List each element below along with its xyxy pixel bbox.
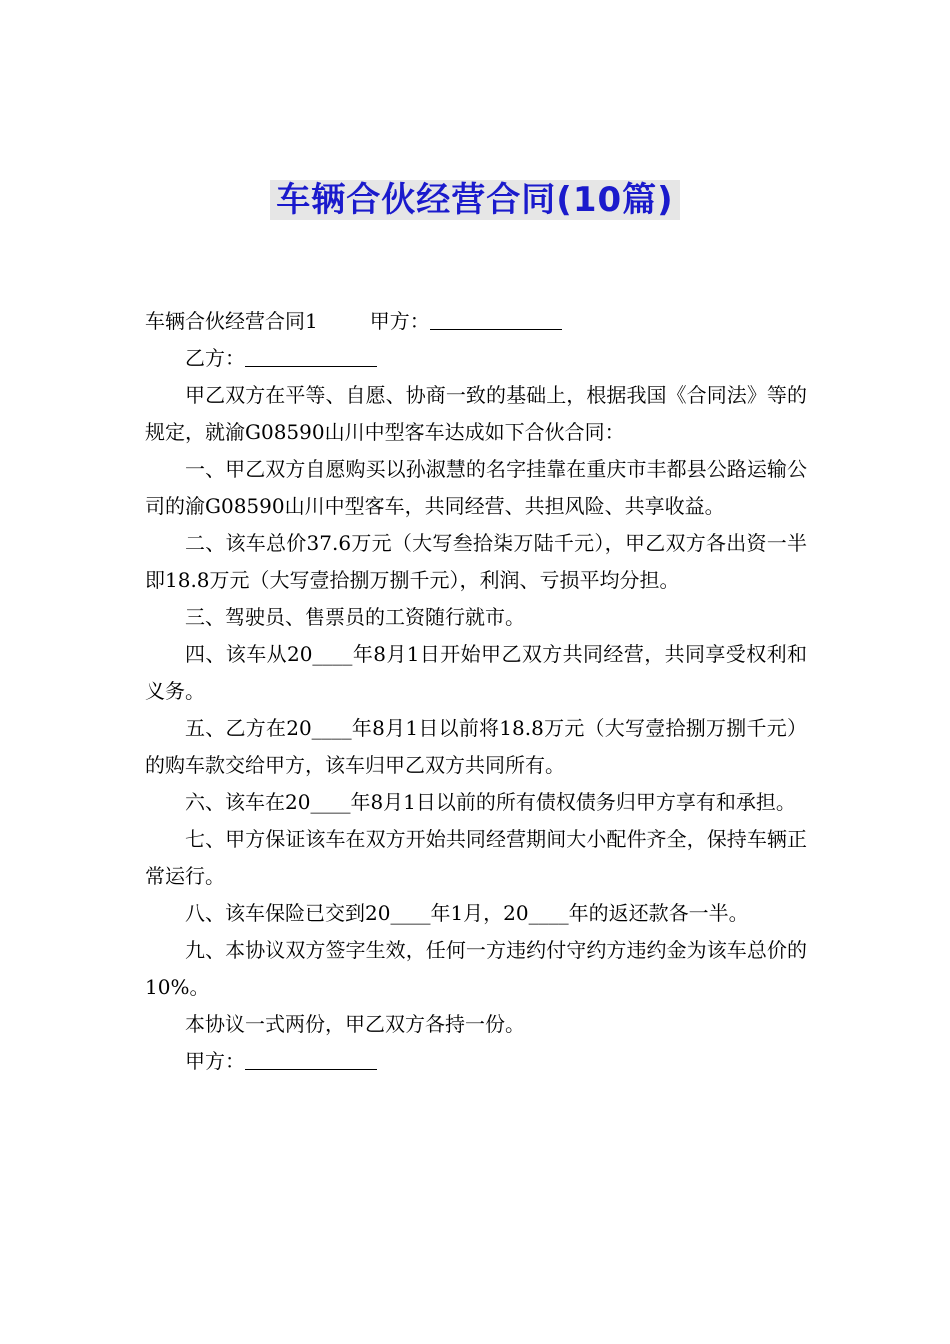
clause-5: 五、乙方在20____年8月1日以前将18.8万元（大写壹拾捌万捌千元）的购车款交给甲方，该车归甲乙双方共同所有。 bbox=[145, 716, 807, 777]
clause-9: 九、本协议双方签字生效，任何一方违约付守约方违约金为该车总价的10%。 bbox=[145, 938, 807, 999]
paragraph: 甲乙双方在平等、自愿、协商一致的基础上，根据我国《合同法》等的规定，就渝G08590山川中型客车达成如下合伙合同： bbox=[145, 383, 807, 444]
clause-2: 二、该车总价37.6万元（大写叁拾柒万陆千元），甲乙双方各出资一半即18.8万元（大写壹拾捌万捌千元），利润、亏损平均分担。 bbox=[145, 531, 807, 592]
copies-note: 本协议一式两份，甲乙双方各持一份。 bbox=[185, 1012, 525, 1036]
party-b-blank bbox=[245, 346, 377, 367]
party-b-label: 乙方： bbox=[185, 346, 245, 370]
clause-1: 一、甲乙双方自愿购买以孙淑慧的名字挂靠在重庆市丰都县公路运输公司的渝G08590山川中型客车，共同经营、共担风险、共享收益。 bbox=[145, 457, 807, 518]
heading-line bbox=[145, 303, 807, 340]
clause-6: 六、该车在20____年8月1日以前的所有债权债务归甲方享有和承担。 bbox=[185, 790, 796, 814]
clause-8: 八、该车保险已交到20____年1月，20____年的返还款各一半。 bbox=[185, 901, 749, 925]
signature-blank bbox=[245, 1049, 377, 1070]
clause-4: 四、该车从20____年8月1日开始甲乙双方共同经营，共同享受权利和义务。 bbox=[145, 642, 807, 703]
document-title-text: 车辆合伙经营合同(10篇) bbox=[270, 180, 679, 220]
contract-heading: 车辆合伙经营合同1 bbox=[145, 309, 318, 333]
party-b-line bbox=[145, 340, 807, 377]
party-a-label: 甲方： bbox=[369, 309, 430, 333]
clause-7: 七、甲方保证该车在双方开始共同经营期间大小配件齐全，保持车辆正常运行。 bbox=[145, 827, 807, 888]
signature-line bbox=[145, 1043, 807, 1080]
clause-3: 三、驾驶员、售票员的工资随行就市。 bbox=[185, 605, 525, 629]
party-a-blank bbox=[430, 309, 562, 330]
signature-party-a-label: 甲方： bbox=[185, 1049, 245, 1073]
document-body bbox=[145, 303, 807, 1080]
document-title bbox=[0, 178, 950, 222]
